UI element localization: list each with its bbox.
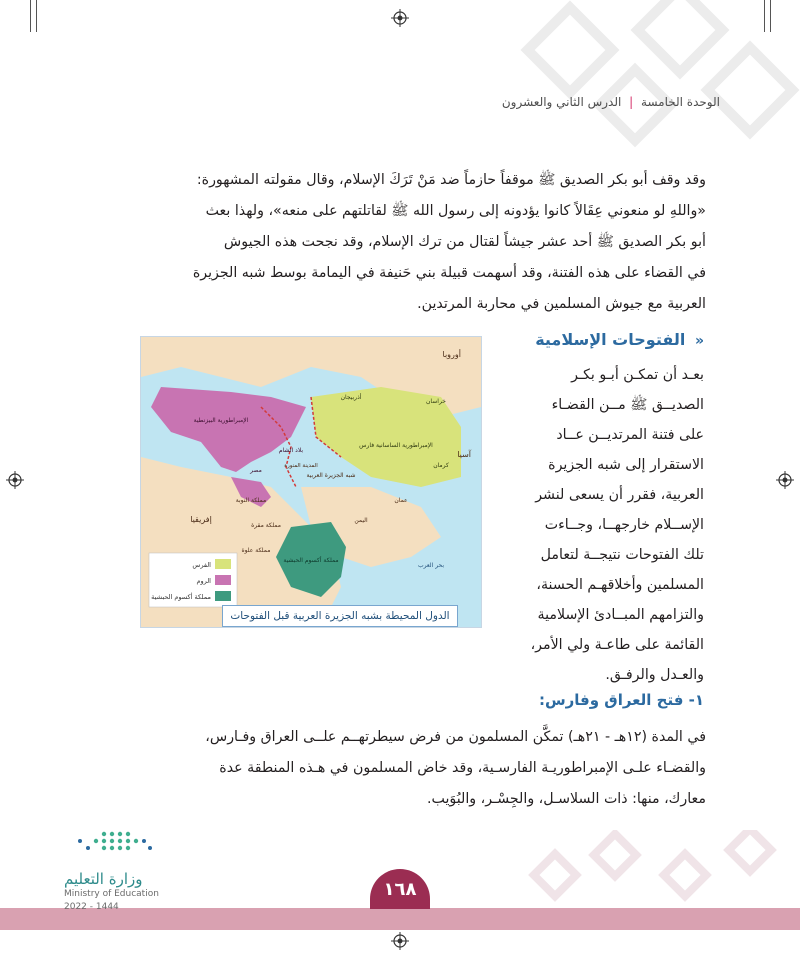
paragraph-line: الصديــق ﷺ مــن القضـاء bbox=[551, 397, 704, 413]
section-title-text: الفتوحات الإسلامية bbox=[535, 330, 686, 349]
footer-band bbox=[0, 908, 800, 930]
paragraph-line: في القضاء على هذه الفتنة، وقد أسهمت قبيلة بني حَنيفة في اليمامة بوسط شبه الجزيرة bbox=[192, 265, 706, 281]
map-label-alwa: مملكة علوة bbox=[241, 547, 271, 554]
intro-paragraph bbox=[88, 165, 706, 320]
map-label-arabia: شبه الجزيرة العربية bbox=[306, 472, 356, 479]
registration-mark-icon bbox=[6, 471, 24, 489]
map-label-muqurra: مملكة مقرة bbox=[251, 522, 281, 529]
map-label-kerman: كرمان bbox=[433, 462, 449, 469]
map-label-persia: الإمبراطورية الساسانية فارس bbox=[359, 442, 433, 449]
crop-mark bbox=[36, 0, 37, 32]
paragraph-line: والتزامهم المبــادئ الإسلامية bbox=[537, 607, 704, 623]
double-chevron-icon: « bbox=[694, 333, 704, 349]
paragraph-line: معارك، منها: ذات السلاسـل، والجِسْـر، والبُوَيب. bbox=[427, 791, 706, 807]
subsection-title: ١- فتح العراق وفارس: bbox=[538, 691, 704, 709]
ministry-year: 2022 - 1444 bbox=[64, 902, 119, 912]
map-label-medina: المدينة المنورة bbox=[284, 463, 318, 469]
map-label-africa: إفريقيا bbox=[190, 515, 212, 524]
paragraph-line: الاستقرار إلى شبه الجزيرة bbox=[548, 457, 704, 473]
ministry-name-english: Ministry of Education bbox=[64, 889, 159, 899]
paragraph-line: الإســلام خارجهــا، وجــاءت bbox=[544, 517, 704, 533]
map-label-egypt: مصر bbox=[250, 467, 262, 474]
map-label-azerbaijan: أذربيجان bbox=[340, 394, 362, 401]
lesson-label: الدرس الثاني والعشرون bbox=[501, 95, 622, 109]
conquests-paragraph bbox=[479, 360, 704, 690]
map-label-europe: أوروبا bbox=[442, 350, 461, 359]
paragraph-line: المسلمين وأخلاقهـم الحسنة، bbox=[536, 577, 704, 593]
paragraph-line: «واللهِ لو منعوني عِقَالاً كانوا يؤدونه إلى رسول الله ﷺ لقاتلتهم على منعه»، ولهذا بعث bbox=[205, 203, 706, 219]
ministry-logo-icon bbox=[58, 826, 168, 876]
header-separator: | bbox=[629, 95, 634, 109]
paragraph-line: في المدة (١٢هـ - ٢١هـ) تمكَّن المسلمون من فرض سيطرتهــم علــى العراق وفـارس، bbox=[205, 729, 706, 745]
map-label-nubia: مملكة النوبة bbox=[235, 497, 267, 504]
paragraph-line: القائمة على طاعـة ولي الأمر، bbox=[530, 637, 704, 653]
map-label-oman: عمان bbox=[394, 497, 408, 504]
map-label-asia: آسيا bbox=[457, 450, 471, 459]
paragraph-line: على فتنة المرتديــن عــاد bbox=[556, 427, 704, 443]
registration-mark-icon bbox=[391, 9, 409, 27]
map-label-sea: بحر العرب bbox=[417, 562, 445, 569]
map-caption: الدول المحيطة بشبه الجزيرة العربية قبل الفتوحات bbox=[222, 605, 458, 627]
paragraph-line: والعـدل والرفـق. bbox=[605, 667, 704, 683]
historical-map bbox=[140, 336, 482, 628]
crop-mark bbox=[30, 0, 31, 32]
ministry-name-arabic: وزارة التعليم bbox=[64, 870, 143, 888]
registration-mark-icon bbox=[391, 932, 409, 950]
section-title bbox=[535, 330, 704, 349]
legend-label-persia: الفرس bbox=[192, 561, 211, 569]
page-number: ١٦٨ bbox=[370, 869, 430, 909]
map-label-khorasan: خراسان bbox=[426, 398, 446, 405]
paragraph-line: العربية مع جيوش المسلمين في محاربة المرتدين. bbox=[417, 296, 706, 312]
paragraph-line: العربية، فقرر أن يسعى لنشر bbox=[535, 487, 704, 503]
legend-label-rome: الروم bbox=[196, 577, 211, 585]
paragraph-line: تلك الفتوحات نتيجــة لتعامل bbox=[540, 547, 704, 563]
legend-label-aksum: مملكة أكسوم الحبشية bbox=[151, 593, 211, 601]
map-label-sham: بلاد الشام bbox=[278, 447, 304, 454]
map-label-aksum: مملكة أكسوم الحبشية bbox=[283, 557, 339, 564]
paragraph-line: والقضـاء علـى الإمبراطوريـة الفارسـية، وقد خاض المسلمون في هـذه المنطقة عدة bbox=[219, 760, 706, 776]
page-header bbox=[502, 95, 720, 109]
paragraph-line: بعـد أن تمكـن أبـو بكـر bbox=[571, 367, 704, 383]
paragraph-line: أبو بكر الصديق ﷺ أحد عشر جيشاً لقتال من ترك الإسلام، وقد نجحت هذه الجيوش bbox=[223, 234, 706, 250]
header-pattern bbox=[420, 0, 800, 160]
map-label-byzantine: الإمبراطورية البيزنطية bbox=[193, 417, 249, 424]
unit-label: الوحدة الخامسة bbox=[641, 95, 720, 109]
map-label-yemen: اليمن bbox=[354, 517, 368, 524]
iraq-persia-paragraph bbox=[88, 722, 706, 815]
registration-mark-icon bbox=[776, 471, 794, 489]
map-graphic bbox=[141, 337, 481, 627]
paragraph-line: وقد وقف أبو بكر الصديق ﷺ موقفاً حازماً ضد مَنْ تَرَكَ الإسلام، وقال مقولته المشهورة: bbox=[196, 172, 706, 188]
